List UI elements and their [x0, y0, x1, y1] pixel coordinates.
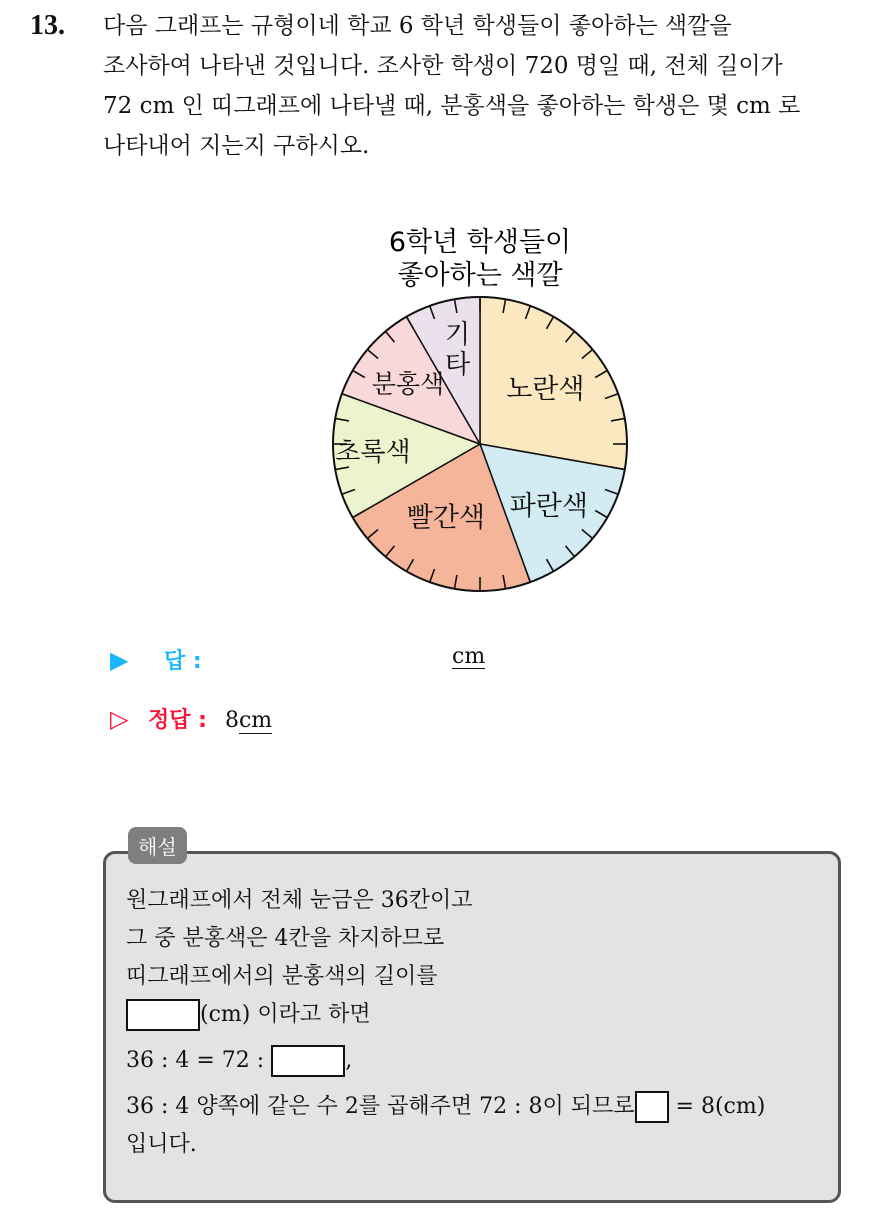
question-line: 72 cm 인 띠그래프에 나타낼 때, 분홍색을 좋아하는 학생은 몇 cm 로 [103, 93, 801, 119]
answer-row [110, 644, 202, 675]
blank-box [126, 999, 200, 1031]
question-number: 13. [30, 10, 65, 41]
solution-line [126, 1088, 765, 1126]
solution-line: 원그래프에서 전체 눈금은 36칸이고 [126, 888, 473, 913]
solution-line-4-text: (cm) 이라고 하면 [200, 1002, 371, 1027]
slice-label: 기 타 [444, 320, 471, 381]
answer-label: 답 : [164, 649, 202, 674]
outline-triangle-icon: ▷ [110, 705, 129, 733]
question-line: 나타내어 지는지 구하시오. [103, 133, 370, 159]
solution-line-5-end: , [345, 1048, 353, 1073]
solution-tag: 해설 [128, 827, 187, 864]
solution-line: 띠그래프에서의 분홍색의 길이를 [126, 964, 438, 989]
slice-label: 빨간색 [406, 502, 485, 534]
pie-chart [300, 215, 660, 600]
question-text [103, 6, 863, 166]
solution-line-5-text: 36 : 4 = 72 : [126, 1048, 265, 1073]
play-triangle-icon: ▶ [110, 646, 129, 674]
solution-line-6-text: 36 : 4 양쪽에 같은 수 2를 곱해주면 72 : 8이 되므로 [126, 1094, 635, 1119]
solution-line: 입니다. [126, 1132, 197, 1157]
solution-text [126, 882, 765, 1164]
question-line: 다음 그래프는 규형이네 학교 6 학년 학생들이 좋아하는 색깔을 [103, 13, 732, 39]
solution-line-6-result: = 8(cm) [675, 1094, 766, 1119]
solution-line: 그 중 분홍색은 4칸을 차지하므로 [126, 926, 445, 951]
correct-answer-label: 정답 : [148, 708, 207, 733]
slice-label: 노란색 [506, 374, 585, 406]
blank-box [635, 1091, 669, 1123]
chart-title-line-1: 6학년 학생들이 [388, 227, 572, 258]
blank-box [271, 1045, 345, 1077]
solution-line [126, 996, 765, 1034]
correct-answer-unit: cm [238, 708, 273, 733]
slice-label: 파란색 [509, 490, 588, 522]
slice-label: 초록색 [335, 437, 411, 468]
correct-answer-value: 8 [224, 708, 239, 733]
question-line: 조사하여 나타낸 것입니다. 조사한 학생이 720 명일 때, 전체 길이가 [103, 53, 783, 79]
chart-title-line-2: 좋아하는 색깔 [397, 260, 563, 291]
solution-line [126, 1042, 765, 1080]
slice-label: 분홍색 [371, 369, 445, 399]
correct-answer-row [110, 703, 272, 734]
answer-blank-unit: cm [452, 644, 486, 669]
